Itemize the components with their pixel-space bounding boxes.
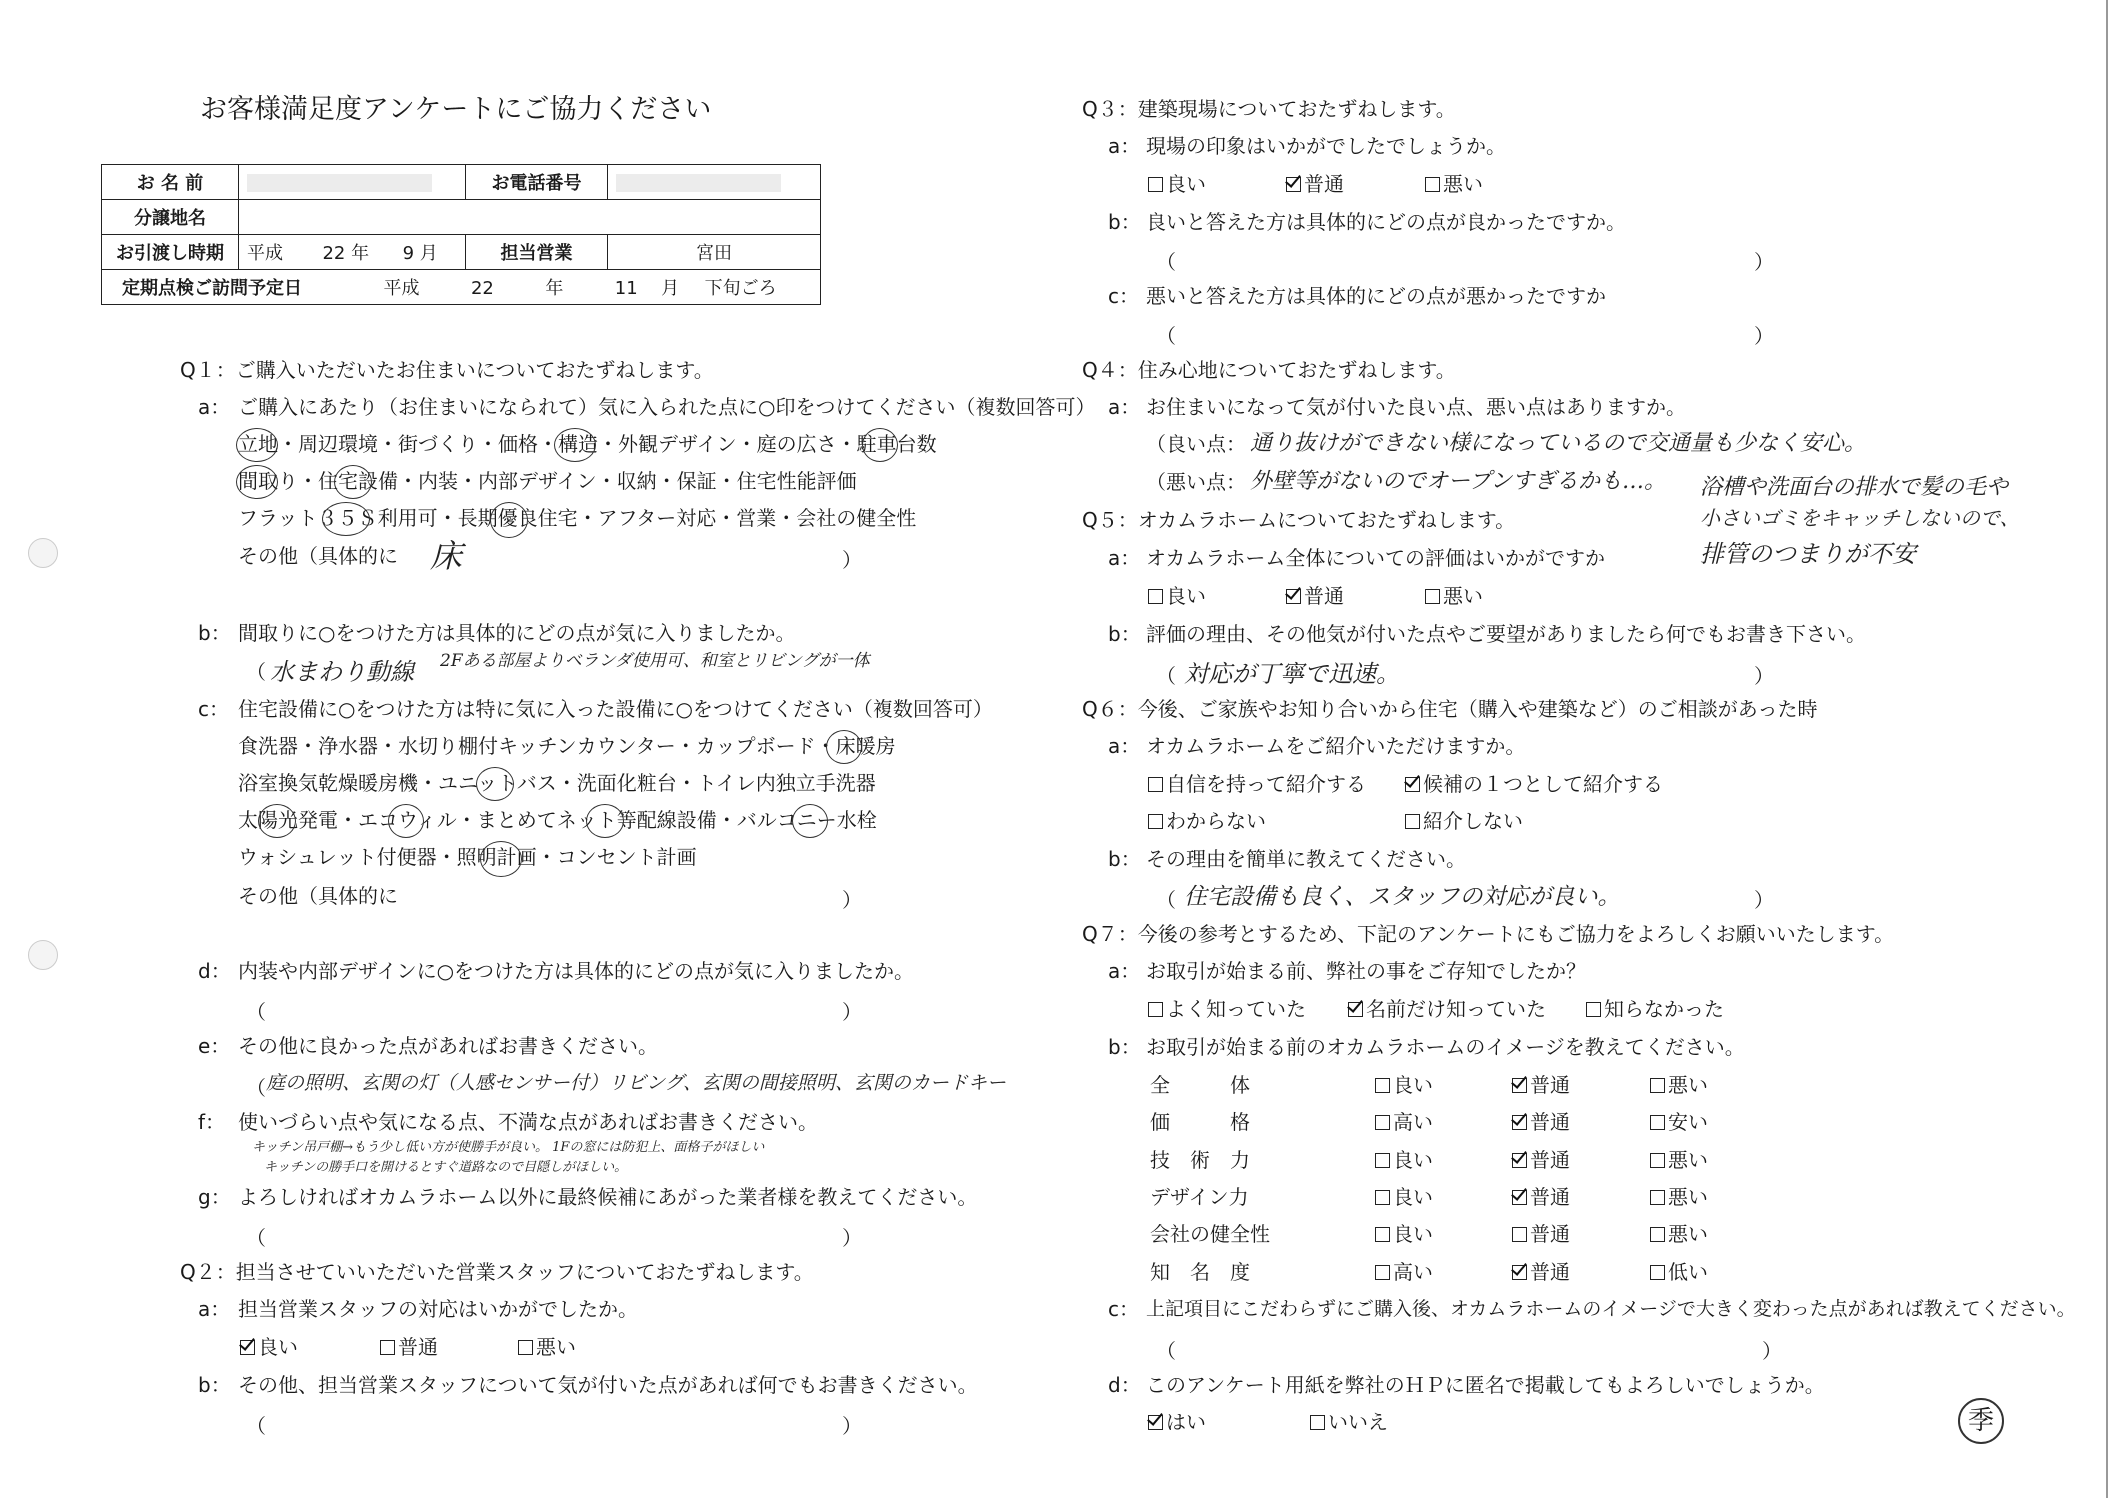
q7-c-label: c： — [1108, 1297, 1139, 1321]
inspection-period: 下旬ごろ — [704, 278, 777, 299]
delivery-year: 22 — [322, 243, 346, 264]
q7-a-opt-well[interactable] — [1148, 997, 1306, 1021]
q2-a-text: 担当営業スタッフの対応はいかがでしたか。 — [238, 1297, 638, 1321]
checkbox[interactable] — [1375, 1153, 1390, 1168]
phone-value — [608, 165, 821, 200]
q7-b-text: お取引が始まる前のオカムラホームのイメージを教えてください。 — [1146, 1035, 1745, 1059]
rating-opt-label: 悪い — [1668, 1222, 1708, 1246]
delivery-year-unit: 年 — [351, 243, 370, 264]
q1-c-text: 住宅設備に○をつけた方は特に気に入った設備に○をつけてください（複数回答可） — [238, 697, 993, 721]
q7-d-label: d： — [1108, 1373, 1141, 1397]
q6-a-opt-candidate-label: 候補の１つとして紹介する — [1423, 772, 1663, 796]
checkbox-checked[interactable] — [1405, 777, 1420, 792]
checkbox-checked[interactable] — [1512, 1153, 1527, 1168]
q7-c-open-paren: （ — [1156, 1339, 1176, 1363]
checkbox[interactable] — [1148, 589, 1163, 604]
q1-d-text: 内装や内部デザインに○をつけた方は具体的にどの点が気に入りましたか。 — [238, 959, 915, 983]
q4-heading: Q４：住み心地についておたずねします。 — [1082, 358, 1456, 382]
q1-f-text: 使いづらい点や気になる点、不満な点があればお書きください。 — [238, 1110, 818, 1134]
q4-a-text: お住まいになって気が付いた良い点、悪い点はありますか。 — [1146, 395, 1686, 419]
q1-c-label: c： — [198, 697, 229, 721]
q7-heading: Q７：今後の参考とするため、下記のアンケートにもご協力をよろしくお願いいたします。 — [1082, 922, 1895, 946]
q1-c-line3: 太陽光発電・エコウィル・まとめてネット等配線設備・バルコニー水栓 — [238, 808, 877, 832]
q5-a-opt-bad[interactable] — [1425, 584, 1483, 608]
circle-mark-solar — [258, 804, 296, 838]
q6-a-opt-candidate[interactable] — [1405, 772, 1663, 796]
q6-a-opt-unknown[interactable] — [1148, 809, 1266, 833]
checkbox[interactable] — [1375, 1190, 1390, 1205]
q7-a-opt-name-only[interactable] — [1348, 997, 1546, 1021]
q1-e-label: e： — [198, 1034, 231, 1058]
checkbox[interactable] — [1375, 1115, 1390, 1130]
page-title: お客様満足度アンケートにご協力ください — [200, 94, 712, 125]
rating-opt-label: 安い — [1668, 1110, 1708, 1134]
q4-a-label: a： — [1108, 395, 1141, 419]
rating-row-label: 全 体 — [1150, 1073, 1250, 1097]
delivery-month: 9 — [402, 243, 415, 264]
q7-a-opt-unknown[interactable] — [1586, 997, 1724, 1021]
delivery-month-unit: 月 — [419, 243, 438, 264]
rating-opt-label: 普通 — [1530, 1260, 1570, 1284]
q2-b-text: その他、担当営業スタッフについて気が付いた点があれば何でもお書きください。 — [238, 1373, 978, 1397]
checkbox[interactable] — [1310, 1415, 1325, 1430]
rating-row-label: 技 術 力 — [1150, 1148, 1250, 1172]
q5-a-label: a： — [1108, 546, 1141, 570]
seal-stamp-icon: 季 — [1958, 1398, 2004, 1444]
checkbox-checked[interactable] — [1512, 1190, 1527, 1205]
q1-g-open-paren: （ — [246, 1226, 266, 1250]
q1-heading: Q１：ご購入いただいたお住まいについておたずねします。 — [180, 358, 714, 382]
checkbox[interactable] — [1425, 177, 1440, 192]
q3-c-label: c： — [1108, 284, 1139, 308]
q4-good-label: （良い点： — [1146, 432, 1246, 456]
q1-g-text: よろしければオカムラホーム以外に最終候補にあがった業者様を教えてください。 — [238, 1185, 978, 1209]
q5-heading: Q５：オカムラホームについておたずねします。 — [1082, 508, 1516, 532]
rating-opt-label: 悪い — [1668, 1148, 1708, 1172]
q6-b-open-paren: （ — [1156, 888, 1176, 912]
circle-mark-ecowill — [388, 804, 424, 838]
q6-b-text: その理由を簡単に教えてください。 — [1146, 847, 1466, 871]
rating-opt[interactable] — [1650, 1148, 1708, 1172]
circle-mark-long-term — [490, 502, 528, 538]
circle-mark-floorplan — [236, 465, 278, 499]
rating-row-label: 会社の健全性 — [1150, 1222, 1270, 1246]
q3-b-open-paren: （ — [1156, 250, 1176, 274]
rating-opt[interactable] — [1512, 1222, 1570, 1246]
q6-a-opt-unknown-label: わからない — [1166, 809, 1266, 833]
q3-a-opt-bad[interactable] — [1425, 172, 1483, 196]
q2-a-opt-normal-label: 普通 — [398, 1335, 438, 1359]
checkbox-checked[interactable] — [1512, 1078, 1527, 1093]
rating-row-label: デザイン力 — [1150, 1185, 1249, 1209]
circle-mark-structure — [554, 428, 596, 462]
delivery-era: 平成 — [247, 243, 283, 264]
rating-opt[interactable] — [1375, 1185, 1433, 1209]
q1-a-text: ご購入にあたり（お住まいになられて）気に入られた点に○印をつけてください（複数回答可） — [238, 395, 1096, 419]
checkbox[interactable] — [1650, 1227, 1665, 1242]
q7-a-label: a： — [1108, 959, 1141, 983]
q1-c-close-paren: ） — [842, 888, 862, 912]
rating-opt[interactable] — [1375, 1073, 1433, 1097]
rating-opt-label: 良い — [1393, 1148, 1433, 1172]
q3-heading: Q３：建築現場についておたずねします。 — [1082, 97, 1456, 121]
q3-a-opt-good[interactable] — [1148, 172, 1206, 196]
rating-opt[interactable] — [1512, 1110, 1570, 1134]
rating-opt[interactable] — [1512, 1148, 1570, 1172]
q7-b-label: b： — [1108, 1035, 1141, 1059]
q7-c-text: 上記項目にこだわらずにご購入後、オカムラホームのイメージで大きく変わった点があれば教えてください。 — [1146, 1298, 2076, 1320]
q3-c-open-paren: （ — [1156, 324, 1176, 348]
scan-edge-line — [2106, 0, 2108, 1498]
rating-opt[interactable] — [1512, 1260, 1570, 1284]
q4-bad-note-line1: 浴槽や洗面台の排水で髪の毛や — [1700, 475, 2009, 500]
q2-a-opt-bad[interactable] — [518, 1335, 576, 1359]
q7-a-opt-name-only-label: 名前だけ知っていた — [1366, 997, 1546, 1021]
q5-b-close-paren: ） — [1754, 664, 1774, 688]
inspection-month-unit: 月 — [661, 278, 680, 299]
q4-good-answer: 通り抜けができない様になっているので交通量も少なく安心。 — [1250, 431, 1867, 456]
q6-a-opt-no-label: 紹介しない — [1423, 809, 1523, 833]
rating-opt-label: 悪い — [1668, 1073, 1708, 1097]
checkbox[interactable] — [1650, 1190, 1665, 1205]
q5-b-text: 評価の理由、その他気が付いた点やご要望がありましたら何でもお書き下さい。 — [1146, 622, 1866, 646]
q6-a-label: a： — [1108, 734, 1141, 758]
q7-a-opt-well-label: よく知っていた — [1166, 997, 1306, 1021]
circle-mark-floor-heating — [826, 730, 862, 764]
inspection-year: 22 — [470, 278, 494, 299]
checkbox[interactable] — [1650, 1153, 1665, 1168]
q3-c-text: 悪いと答えた方は具体的にどの点が悪かったですか — [1146, 284, 1606, 308]
q3-a-label: a： — [1108, 134, 1141, 158]
q2-heading: Q２：担当させていいただいた営業スタッフについておたずねします。 — [180, 1260, 814, 1284]
q7-d-opt-no-label: いいえ — [1328, 1410, 1388, 1434]
checkbox-checked[interactable] — [1148, 1415, 1163, 1430]
circle-mark-balcony — [792, 804, 828, 838]
q1-c-line1: 食洗器・浄水器・水切り棚付キッチンカウンター・カップボード・床暖房 — [238, 734, 896, 758]
q7-a-opt-unknown-label: 知らなかった — [1604, 997, 1724, 1021]
checkbox[interactable] — [1405, 814, 1420, 829]
q6-heading: Q６：今後、ご家族やお知り合いから住宅（購入や建築など）のご相談があった時 — [1082, 697, 1818, 721]
rating-opt-label: 高い — [1393, 1260, 1433, 1284]
circle-mark-net — [586, 804, 624, 838]
q2-a-opt-normal[interactable] — [380, 1335, 438, 1359]
q7-a-text: お取引が始まる前、弊社の事をご存知でしたか？ — [1146, 959, 1586, 983]
q1-f-label: f： — [198, 1110, 226, 1134]
q4-bad-answer: 外壁等がないのでオープンすぎるかも…。 — [1250, 469, 1667, 494]
q1-b-text: 間取りに○をつけた方は具体的にどの点が気に入りましたか。 — [238, 621, 796, 645]
checkbox[interactable] — [1148, 777, 1163, 792]
rating-opt[interactable] — [1512, 1073, 1570, 1097]
q1-b-answer1: 水まわり動線 — [270, 658, 414, 686]
q1-a-line2: 間取り・住宅設備・内装・内部デザイン・収納・保証・住宅性能評価 — [238, 469, 857, 493]
punch-hole-icon — [28, 940, 58, 970]
checkbox[interactable] — [1586, 1002, 1601, 1017]
q1-c-line4: ウォシュレット付便器・照明計画・コンセント計画 — [238, 845, 697, 869]
q1-g-close-paren: ） — [842, 1226, 862, 1250]
q6-b-answer: 住宅設備も良く、スタッフの対応が良い。 — [1184, 884, 1621, 910]
q6-a-opt-no[interactable] — [1405, 809, 1523, 833]
rating-opt[interactable] — [1650, 1260, 1708, 1284]
rating-opt[interactable] — [1650, 1110, 1708, 1134]
q1-a-line3: フラット３５Ｓ利用可・長期優良住宅・アフター対応・営業・会社の健全性 — [238, 506, 917, 530]
rating-opt[interactable] — [1650, 1185, 1708, 1209]
customer-info-table — [101, 164, 821, 305]
q1-d-close-paren: ） — [842, 1000, 862, 1024]
q5-b-answer: 対応が丁寧で迅速。 — [1184, 660, 1400, 688]
rating-row-label: 価 格 — [1150, 1110, 1250, 1134]
checkbox-checked[interactable] — [1286, 589, 1301, 604]
q1-e-answer: 庭の照明、玄関の灯（人感センサー付）リビング、玄関の間接照明、玄関のカードキー — [266, 1072, 1006, 1094]
q1-a-label: a： — [198, 395, 231, 419]
q5-b-label: b： — [1108, 622, 1141, 646]
rating-opt-label: 普通 — [1530, 1185, 1570, 1209]
q3-a-opt-bad-label: 悪い — [1443, 172, 1483, 196]
q1-a-other-answer: 床 — [430, 537, 463, 575]
checkbox-checked[interactable] — [1348, 1002, 1363, 1017]
delivery-label: お引渡し時期 — [102, 235, 239, 270]
q7-d-opt-yes[interactable] — [1148, 1410, 1206, 1434]
checkbox[interactable] — [1375, 1265, 1390, 1280]
q1-e-text: その他に良かった点があればお書きください。 — [238, 1034, 658, 1058]
q2-a-label: a： — [198, 1297, 231, 1321]
inspection-month: 11 — [614, 278, 638, 299]
rating-opt-label: 普通 — [1530, 1073, 1570, 1097]
rating-opt[interactable] — [1512, 1185, 1570, 1209]
q4-bad-note-line3: 排管のつまりが不安 — [1700, 540, 1916, 568]
q3-b-label: b： — [1108, 210, 1141, 234]
checkbox-checked[interactable] — [1512, 1265, 1527, 1280]
q5-a-text: オカムラホーム全体についての評価はいかがですか — [1146, 546, 1605, 570]
checkbox[interactable] — [1375, 1078, 1390, 1093]
circle-mark-lighting — [480, 841, 522, 877]
checkbox[interactable] — [1375, 1227, 1390, 1242]
q2-a-opt-good[interactable] — [240, 1335, 298, 1359]
checkbox-checked[interactable] — [1286, 177, 1301, 192]
q6-a-text: オカムラホームをご紹介いただけますか。 — [1146, 734, 1526, 758]
delivery-value — [239, 235, 466, 270]
q5-a-opt-normal-label: 普通 — [1304, 584, 1344, 608]
circle-mark-equipment — [334, 465, 372, 499]
circle-mark-location — [236, 428, 278, 462]
name-label: お 名 前 — [102, 165, 239, 200]
q3-a-text: 現場の印象はいかがでしたでしょうか。 — [1146, 134, 1506, 158]
q2-b-label: b： — [198, 1373, 231, 1397]
circle-mark-unit-bath — [476, 767, 514, 801]
circle-mark-flat35s — [322, 502, 370, 536]
q4-bad-note-line2: 小さいゴミをキャッチしないので、 — [1700, 506, 2020, 530]
q1-e-open-paren: （ — [246, 1076, 266, 1100]
checkbox[interactable] — [1148, 814, 1163, 829]
rating-opt-label: 低い — [1668, 1260, 1708, 1284]
rating-opt-label: 良い — [1393, 1185, 1433, 1209]
inspection-era: 平成 — [383, 278, 420, 299]
inspection-year-unit: 年 — [545, 278, 564, 299]
site-label: 分譲地名 — [102, 200, 239, 235]
q3-a-opt-normal[interactable] — [1286, 172, 1344, 196]
checkbox[interactable] — [1425, 589, 1440, 604]
q1-a-line1: 立地・周辺環境・街づくり・価格・構造・外観デザイン・庭の広さ・駐車台数 — [238, 432, 937, 456]
q7-d-opt-yes-label: はい — [1166, 1410, 1206, 1434]
checkbox[interactable] — [1650, 1265, 1665, 1280]
q5-a-opt-good[interactable] — [1148, 584, 1206, 608]
q3-a-opt-good-label: 良い — [1166, 172, 1206, 196]
q5-a-opt-good-label: 良い — [1166, 584, 1206, 608]
q3-c-close-paren: ） — [1754, 324, 1774, 348]
sales-label: 担当営業 — [466, 235, 608, 270]
circle-mark-parking — [862, 428, 898, 462]
q1-f-answer1: キッチン吊戸棚→もう少し低い方が使勝手が良い。 1Fの窓には防犯上、面格子がほしい — [252, 1140, 765, 1155]
checkbox[interactable] — [1650, 1078, 1665, 1093]
rating-opt[interactable] — [1375, 1148, 1433, 1172]
rating-opt-label: 普通 — [1530, 1110, 1570, 1134]
rating-opt-label: 高い — [1393, 1110, 1433, 1134]
phone-label: お電話番号 — [466, 165, 608, 200]
q1-a-other: その他（具体的に — [238, 544, 398, 568]
rating-opt[interactable] — [1375, 1110, 1433, 1134]
q2-a-opt-good-label: 良い — [258, 1335, 298, 1359]
q2-b-close-paren: ） — [842, 1414, 862, 1438]
rating-opt[interactable] — [1650, 1073, 1708, 1097]
punch-hole-icon — [28, 538, 58, 568]
rating-opt-label: 良い — [1393, 1222, 1433, 1246]
rating-opt[interactable] — [1650, 1222, 1708, 1246]
q1-d-label: d： — [198, 959, 231, 983]
q1-g-label: g： — [198, 1185, 231, 1209]
q3-a-opt-normal-label: 普通 — [1304, 172, 1344, 196]
q7-c-close-paren: ） — [1762, 1339, 1782, 1363]
checkbox[interactable] — [1512, 1227, 1527, 1242]
rating-opt-label: 悪い — [1668, 1185, 1708, 1209]
rating-opt-label: 良い — [1393, 1073, 1433, 1097]
inspection-label: 定期点検ご訪問予定日 — [122, 278, 302, 299]
q1-b-answer2: 2Fある部屋よりベランダ使用可、和室とリビングが一体 — [440, 651, 870, 671]
checkbox-checked[interactable] — [240, 1340, 255, 1355]
q3-b-text: 良いと答えた方は具体的にどの点が良かったですか。 — [1146, 210, 1626, 234]
site-value — [239, 200, 821, 235]
q6-a-opt-confident-label: 自信を持って紹介する — [1166, 772, 1366, 796]
checkbox[interactable] — [380, 1340, 395, 1355]
q1-c-line2: 浴室換気乾燥暖房機・ユニットバス・洗面化粧台・トイレ内独立手洗器 — [238, 771, 876, 795]
q1-c-other: その他（具体的に — [238, 884, 398, 908]
rating-opt[interactable] — [1375, 1260, 1433, 1284]
rating-row-label: 知 名 度 — [1150, 1260, 1250, 1284]
q5-a-opt-bad-label: 悪い — [1443, 584, 1483, 608]
q2-b-open-paren: （ — [246, 1414, 266, 1438]
q6-a-opt-confident[interactable] — [1148, 772, 1366, 796]
q1-b-open-paren: （ — [246, 660, 266, 684]
q1-b-label: b： — [198, 621, 231, 645]
checkbox[interactable] — [1148, 1002, 1163, 1017]
q1-d-open-paren: （ — [246, 1000, 266, 1024]
q7-d-text: このアンケート用紙を弊社のＨＰに匿名で掲載してもよろしいでしょうか。 — [1146, 1373, 1825, 1397]
q7-d-opt-no[interactable] — [1310, 1410, 1388, 1434]
checkbox[interactable] — [1650, 1115, 1665, 1130]
rating-opt-label: 普通 — [1530, 1148, 1570, 1172]
checkbox[interactable] — [518, 1340, 533, 1355]
checkbox-checked[interactable] — [1512, 1115, 1527, 1130]
checkbox[interactable] — [1148, 177, 1163, 192]
rating-opt[interactable] — [1375, 1222, 1433, 1246]
q1-f-answer2: キッチンの勝手口を開けるとすぐ道路なので目隠しがほしい。 — [264, 1160, 628, 1175]
q5-a-opt-normal[interactable] — [1286, 584, 1344, 608]
sales-name: 宮田 — [608, 235, 821, 270]
q3-b-close-paren: ） — [1754, 250, 1774, 274]
q4-bad-label: （悪い点： — [1146, 470, 1246, 494]
q6-b-close-paren: ） — [1754, 888, 1774, 912]
q2-a-opt-bad-label: 悪い — [536, 1335, 576, 1359]
inspection-row — [102, 270, 821, 305]
q5-b-open-paren: （ — [1156, 664, 1176, 688]
q6-b-label: b： — [1108, 847, 1141, 871]
q1-a-close-paren: ） — [842, 548, 862, 572]
name-value — [239, 165, 466, 200]
rating-opt-label: 普通 — [1530, 1222, 1570, 1246]
